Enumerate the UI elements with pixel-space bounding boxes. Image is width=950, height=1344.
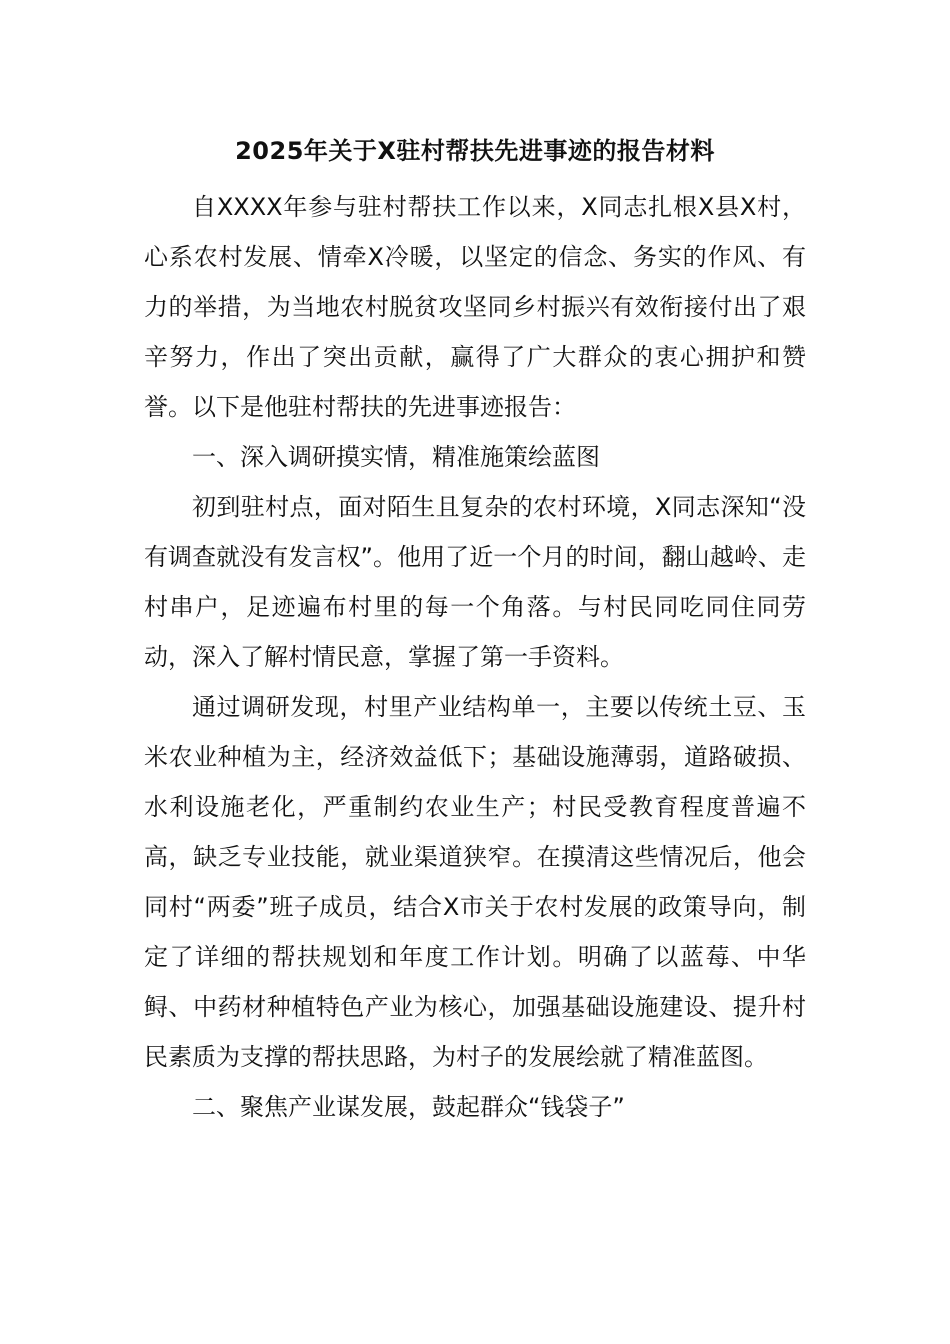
body-paragraph: 初到驻村点，面对陌生且复杂的农村环境，X同志深知“没有调查就没有发言权”。他用了近一个月的时间，翻山越岭、走村串户，足迹遍布村里的每一个角落。与村民同吃同住同劳动，深入了解村情民意，掌握了第一手资料。 (144, 493, 806, 671)
section-heading-2: 二、聚焦产业谋发展，鼓起群众“钱袋子” (192, 1093, 625, 1121)
document-title: 2025年关于X驻村帮扶先进事迹的报告材料 (235, 137, 715, 165)
section-heading-1: 一、深入调研摸实情，精准施策绘蓝图 (192, 443, 600, 471)
body-paragraph: 通过调研发现，村里产业结构单一，主要以传统土豆、玉米农业种植为主，经济效益低下；基础设施薄弱，道路破损、水利设施老化，严重制约农业生产；村民受教育程度普遍不高，缺乏专业技能，就业渠道狭窄。在摸清这些情况后，他会同村“两委”班子成员，结合X市关于农村发展的政策导向，制定了详细的帮扶规划和年度工作计划。明确了以蓝莓、中华鲟、中药材种植特色产业为核心，加强基础设施建设、提升村民素质为支撑的帮扶思路，为村子的发展绘就了精准蓝图。 (144, 693, 806, 1071)
document-body (144, 126, 806, 1132)
intro-paragraph: 自XXXX年参与驻村帮扶工作以来，X同志扎根X县X村，心系农村发展、情牵X冷暖，以坚定的信念、务实的作风、有力的举措，为当地农村脱贫攻坚同乡村振兴有效衔接付出了艰辛努力，作出了突出贡献，赢得了广大群众的衷心拥护和赞誉。以下是他驻村帮扶的先进事迹报告： (144, 193, 806, 421)
